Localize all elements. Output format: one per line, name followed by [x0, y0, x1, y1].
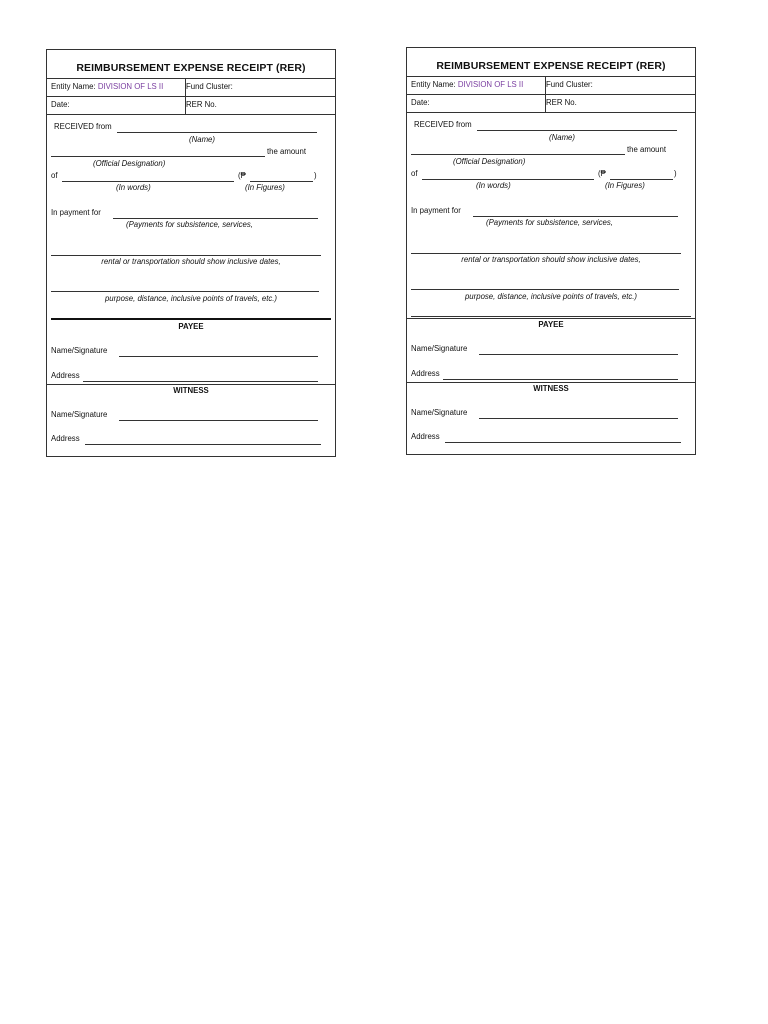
receipt-form-left	[46, 49, 336, 457]
date-row	[407, 94, 695, 113]
witness-name-signature-label: Name/Signature	[411, 408, 468, 417]
witness-title: WITNESS	[533, 384, 569, 393]
rer-no-cell[interactable]	[182, 96, 335, 114]
entity-value: DIVISION OF LS II	[457, 80, 524, 89]
witness-address-field[interactable]	[445, 442, 681, 443]
section-divider-thick	[51, 318, 331, 320]
fund-cluster-cell[interactable]	[542, 76, 695, 94]
amount-figures-field[interactable]	[610, 179, 673, 180]
witness-divider	[47, 384, 335, 385]
fund-cluster-cell[interactable]	[182, 78, 335, 96]
witness-name-signature-field[interactable]	[119, 420, 318, 421]
payment-field-1[interactable]	[473, 216, 678, 217]
payee-name-signature-field[interactable]	[479, 354, 678, 355]
witness-address-field[interactable]	[85, 444, 321, 445]
date-row	[47, 96, 335, 115]
rer-no-label: RER No.	[186, 100, 217, 109]
payee-divider	[407, 318, 695, 319]
payment-hint-1: (Payments for subsistence, services,	[486, 218, 613, 227]
payment-field-1[interactable]	[113, 218, 318, 219]
received-from-label: RECEIVED from	[414, 120, 472, 129]
paren-close: )	[674, 169, 677, 178]
payee-title: PAYEE	[178, 322, 204, 331]
payment-hint-1: (Payments for subsistence, services,	[126, 220, 253, 229]
in-words-hint: (In words)	[116, 183, 151, 192]
section-divider-line	[411, 316, 691, 317]
fund-cluster-label: Fund Cluster:	[546, 80, 593, 89]
fund-cluster-label: Fund Cluster:	[186, 82, 233, 91]
amount-words-field[interactable]	[62, 181, 234, 182]
received-from-label: RECEIVED from	[54, 122, 112, 131]
designation-field[interactable]	[411, 154, 625, 155]
received-from-field[interactable]	[477, 130, 677, 131]
date-cell[interactable]	[407, 94, 546, 112]
of-label: of	[411, 169, 418, 178]
receipt-title: REIMBURSEMENT EXPENSE RECEIPT (RER)	[407, 48, 695, 77]
name-hint: (Name)	[549, 133, 575, 142]
witness-name-signature-field[interactable]	[479, 418, 678, 419]
designation-hint: (Official Designation)	[453, 157, 526, 166]
witness-address-label: Address	[411, 432, 440, 441]
payment-field-2[interactable]	[411, 253, 681, 254]
payment-field-3[interactable]	[411, 289, 679, 290]
designation-field[interactable]	[51, 156, 265, 157]
in-words-hint: (In words)	[476, 181, 511, 190]
entity-cell[interactable]	[407, 76, 546, 94]
payment-hint-2: rental or transportation should show inclusive dates,	[461, 255, 641, 264]
witness-divider	[407, 382, 695, 383]
entity-value: DIVISION OF LS II	[97, 82, 164, 91]
witness-title: WITNESS	[173, 386, 209, 395]
in-payment-label: In payment for	[51, 208, 101, 217]
date-label: Date:	[411, 98, 430, 107]
peso-open: (₱	[238, 171, 246, 180]
rer-no-cell[interactable]	[542, 94, 695, 112]
designation-hint: (Official Designation)	[93, 159, 166, 168]
entity-label: Entity Name:	[51, 82, 96, 91]
entity-row	[407, 76, 695, 95]
payment-hint-2: rental or transportation should show inclusive dates,	[101, 257, 281, 266]
payee-address-label: Address	[411, 369, 440, 378]
payee-name-signature-label: Name/Signature	[51, 346, 108, 355]
payee-address-field[interactable]	[443, 379, 678, 380]
payee-title: PAYEE	[538, 320, 564, 329]
the-amount-label: the amount	[627, 145, 667, 154]
witness-address-label: Address	[51, 434, 80, 443]
payee-address-field[interactable]	[83, 381, 318, 382]
payment-hint-3: purpose, distance, inclusive points of travels, etc.)	[464, 292, 638, 301]
payee-name-signature-label: Name/Signature	[411, 344, 468, 353]
peso-open: (₱	[598, 169, 606, 178]
entity-cell[interactable]	[47, 78, 186, 96]
amount-figures-field[interactable]	[250, 181, 313, 182]
in-figures-hint: (In Figures)	[605, 181, 645, 190]
received-from-field[interactable]	[117, 132, 317, 133]
amount-words-field[interactable]	[422, 179, 594, 180]
in-figures-hint: (In Figures)	[245, 183, 285, 192]
name-hint: (Name)	[189, 135, 215, 144]
witness-name-signature-label: Name/Signature	[51, 410, 108, 419]
the-amount-label: the amount	[267, 147, 307, 156]
receipt-form-right	[406, 47, 696, 455]
payment-hint-3: purpose, distance, inclusive points of travels, etc.)	[104, 294, 278, 303]
date-cell[interactable]	[47, 96, 186, 114]
receipt-title: REIMBURSEMENT EXPENSE RECEIPT (RER)	[47, 50, 335, 79]
in-payment-label: In payment for	[411, 206, 461, 215]
of-label: of	[51, 171, 58, 180]
payee-name-signature-field[interactable]	[119, 356, 318, 357]
entity-label: Entity Name:	[411, 80, 456, 89]
paren-close: )	[314, 171, 317, 180]
payee-address-label: Address	[51, 371, 80, 380]
rer-no-label: RER No.	[546, 98, 577, 107]
payment-field-2[interactable]	[51, 255, 321, 256]
date-label: Date:	[51, 100, 70, 109]
payment-field-3[interactable]	[51, 291, 319, 292]
entity-row	[47, 78, 335, 97]
